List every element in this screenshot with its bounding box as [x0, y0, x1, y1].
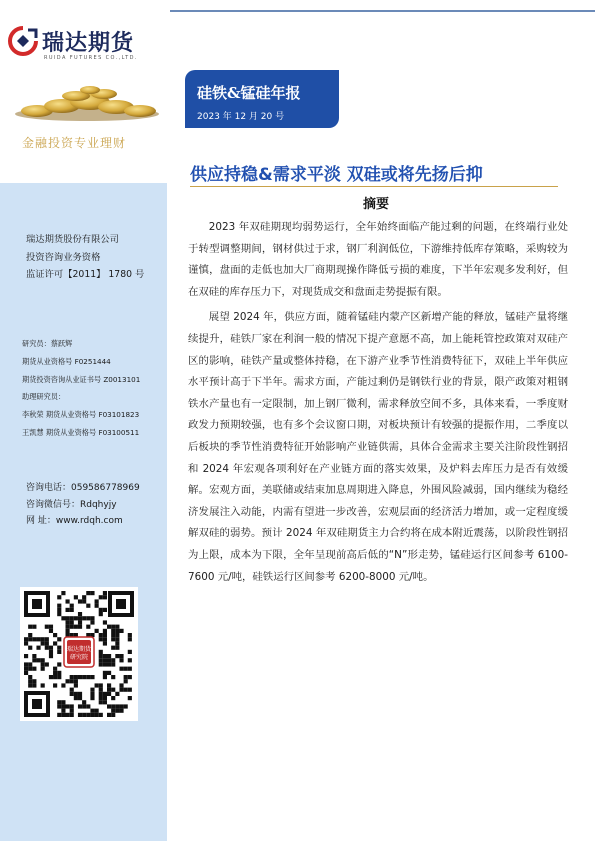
- svg-text:瑞达期货: 瑞达期货: [66, 646, 92, 653]
- report-date: 2023 年 12 月 20 号: [197, 112, 285, 122]
- abstract-body: [188, 217, 568, 592]
- researcher-line: 研究员：蔡跃辉: [22, 339, 73, 348]
- researcher-line: 期货从业资格号 F0251444: [22, 356, 111, 366]
- researcher-line: 李秋荣 期货从业资格号 F03101823: [22, 410, 140, 420]
- slogan: 金融投资专业理财: [22, 136, 127, 150]
- company-name: 瑞达期货股份有限公司: [26, 234, 119, 245]
- brand-name: 瑞达期货: [42, 31, 135, 56]
- svg-text:研究院: 研究院: [69, 654, 89, 661]
- researcher-line: 期货投资咨询从业证书号 Z0013101: [22, 374, 141, 384]
- contact-info: [26, 480, 140, 530]
- abstract-paragraph: 2023 年双硅期现均弱势运行，全年始终面临产能过剩的问题，在终端行业处于转型调整期间，钢材供过于求，钢厂利润低位，下游维持低库存策略，采购较为谨慎，盘面的走低也加大厂商期现操作降低亏损的难度，下半年宏观多发利好，但在双硅的库存压力下，对现货成交和盘面走势提振有限。: [188, 221, 568, 298]
- contact-phone: 咨询电话：059586778969: [26, 483, 140, 493]
- gold-coins-image: [12, 84, 162, 122]
- contact-website: 网 址：www.rdqh.com: [26, 516, 123, 526]
- ruida-logo-icon: [8, 26, 38, 56]
- contact-wechat: 咨询微信号：Rdqhyjy: [26, 499, 117, 510]
- researcher-line: 王凯慧 期货从业资格号 F03100511: [22, 427, 140, 437]
- qr-code-image: [20, 587, 138, 721]
- brand-english: RUIDA FUTURES CO.,LTD.: [44, 55, 138, 61]
- top-rule: [170, 10, 595, 12]
- researcher-line: 助理研究员：: [22, 392, 66, 402]
- brand-logo: [8, 26, 168, 66]
- researcher-list: [22, 335, 140, 442]
- company-license: 监证许可【2011】 1780 号: [26, 269, 145, 280]
- report-type: 硅铁&锰硅年报: [197, 84, 301, 102]
- company-qualification: 投资咨询业务资格: [26, 251, 101, 263]
- report-title: 供应持稳&需求平淡 双硅或将先扬后抑: [190, 165, 483, 185]
- title-divider: [190, 186, 558, 187]
- abstract-heading: 摘要: [363, 197, 390, 212]
- company-info: [26, 231, 144, 284]
- abstract-paragraph: 展望 2024 年，供应方面，随着锰硅内蒙产区新增产能的释放，锰硅产量将继续提升，硅铁厂家在利润一般的情况下提产意愿不高，加上能耗管控政策对双硅产区的影响，硅铁产量或整体持稳，在下游产业季节性消费特征下，双硅上半年供应水平预计高于下半年。需求方面，产能过剩仍是钢铁行业的背景，限产政策对粗钢铁水产量也有一定限制，加上钢厂微利，需求释放空间不多，具体来看，一季度财政发力预期较强，也有多个会议窗口期，对板块预计有较强的提振作用，二季度以后板块的季节性消费特征开始影响产业链供需，具体合金需求主要关注阶段性钢招和 2024 年宏观各项利好在产业链方面的落实效果，及炉料去库压力是否有效缓解。宏观方面，美联储或结束加息周期进入降息，外围风险减弱，国内继续为稳经济发展注入动能，内需有望进一步改善，宏观层面的经济活力增加，或一定程度缓解双硅的弱势。预计 2024 年双硅期货主力合约将在成本附近震荡，以阶段性钢招为上限，成本为下限，全年呈现前高后低的“N”形走势，锰硅运行区间参考 6100-7600 元/吨，硅铁运行区间参考 6200-8000 元/吨。: [188, 311, 568, 583]
- report-badge: [185, 70, 339, 128]
